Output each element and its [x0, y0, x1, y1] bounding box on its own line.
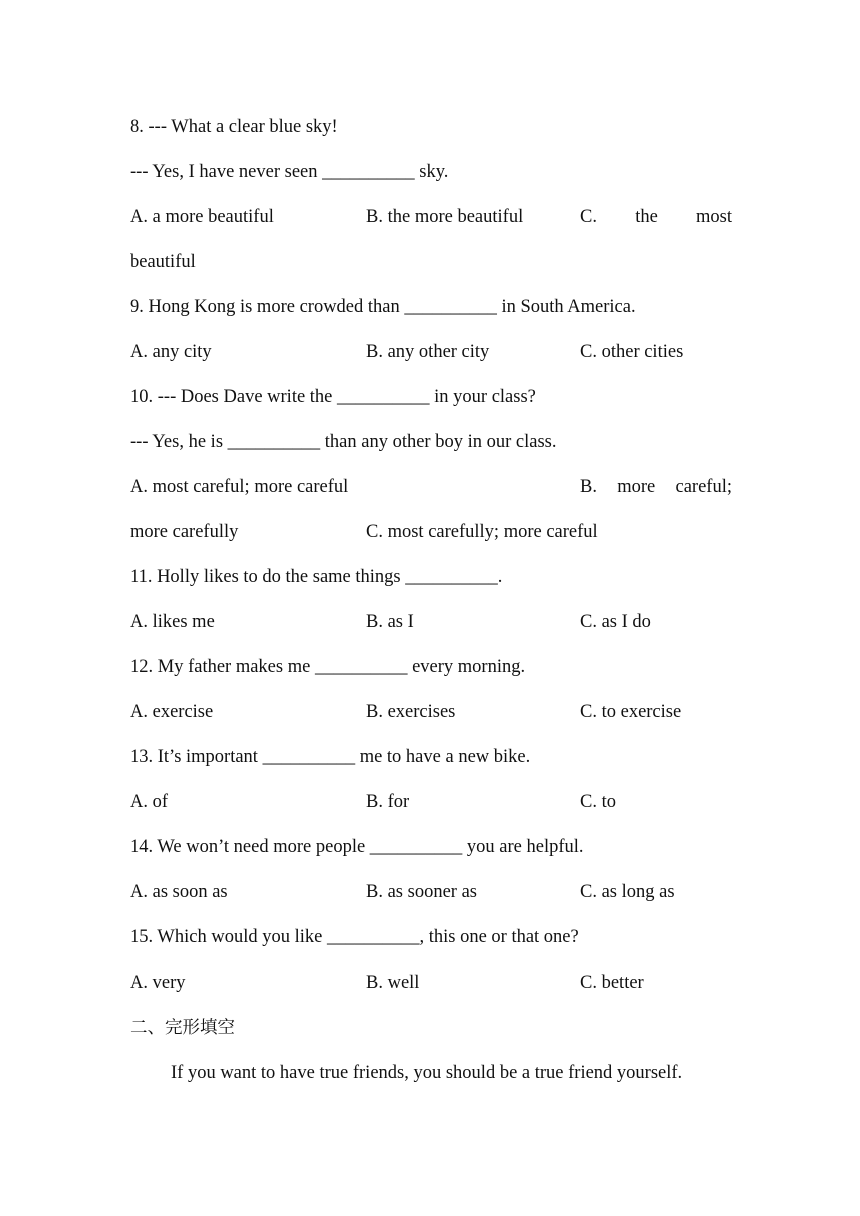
option-b-word: more: [617, 477, 656, 497]
question-13-option-b: B. for: [366, 792, 410, 812]
question-14-option-c: C. as long as: [580, 882, 675, 902]
question-8-option-a: A. a more beautiful: [130, 207, 274, 227]
question-13-stem: 13. It’s important __________ me to have a new bike.: [130, 747, 531, 767]
option-c-word: most: [696, 207, 732, 227]
question-14-option-b: B. as sooner as: [366, 882, 477, 902]
question-11-stem: 11. Holly likes to do the same things __________.: [130, 567, 503, 587]
option-c-letter: C.: [580, 207, 597, 227]
question-13-options: [130, 787, 732, 817]
question-12-option-c: C. to exercise: [580, 702, 682, 722]
question-8-option-b: B. the more beautiful: [366, 207, 524, 227]
question-14-options: [130, 877, 732, 907]
question-11-options: [130, 607, 732, 637]
question-14-option-a: A. as soon as: [130, 882, 228, 902]
question-9-option-a: A. any city: [130, 342, 212, 362]
question-10-stem: 10. --- Does Dave write the __________ in your class?: [130, 387, 536, 407]
question-15-options: [130, 968, 732, 998]
question-9-options: [130, 337, 732, 367]
question-13-option-a: A. of: [130, 792, 169, 812]
question-8-stem: 8. --- What a clear blue sky!: [130, 117, 338, 137]
question-10-option-b: [580, 472, 732, 502]
question-15-option-a: A. very: [130, 973, 186, 993]
question-12-options: [130, 697, 732, 727]
question-8-option-c: [580, 202, 732, 232]
option-c-word: the: [635, 207, 658, 227]
question-15-option-b: B. well: [366, 973, 420, 993]
question-12-stem: 12. My father makes me __________ every morning.: [130, 657, 526, 677]
question-10-options-wrap: [130, 517, 732, 547]
question-14-stem: 14. We won’t need more people __________ you are helpful.: [130, 837, 584, 857]
question-10-option-c: C. most carefully; more careful: [366, 522, 598, 542]
question-10-option-b-wrap: more carefully: [130, 522, 239, 542]
question-8-options: [130, 202, 732, 232]
section-2-heading: 二、完形填空: [130, 1018, 235, 1038]
question-13-option-c: C. to: [580, 792, 616, 812]
question-10-option-a: A. most careful; more careful: [130, 477, 349, 497]
question-9-stem: 9. Hong Kong is more crowded than __________ in South America.: [130, 297, 636, 317]
question-8-option-c-wrap: beautiful: [130, 252, 196, 272]
question-10-options: [130, 472, 732, 502]
question-11-option-a: A. likes me: [130, 612, 215, 632]
section-2-passage-line: If you want to have true friends, you should be a true friend yourself.: [171, 1063, 683, 1083]
question-11-option-b: B. as I: [366, 612, 414, 632]
question-10-reply: --- Yes, he is __________ than any other boy in our class.: [130, 432, 557, 452]
question-9-option-b: B. any other city: [366, 342, 490, 362]
question-9-option-c: C. other cities: [580, 342, 684, 362]
question-8-reply: --- Yes, I have never seen __________ sky.: [130, 162, 449, 182]
question-12-option-b: B. exercises: [366, 702, 456, 722]
question-11-option-c: C. as I do: [580, 612, 651, 632]
option-b-word: careful;: [675, 477, 732, 497]
question-15-stem: 15. Which would you like __________, this one or that one?: [130, 927, 579, 947]
question-12-option-a: A. exercise: [130, 702, 214, 722]
question-15-option-c: C. better: [580, 973, 644, 993]
option-b-letter: B.: [580, 477, 597, 497]
